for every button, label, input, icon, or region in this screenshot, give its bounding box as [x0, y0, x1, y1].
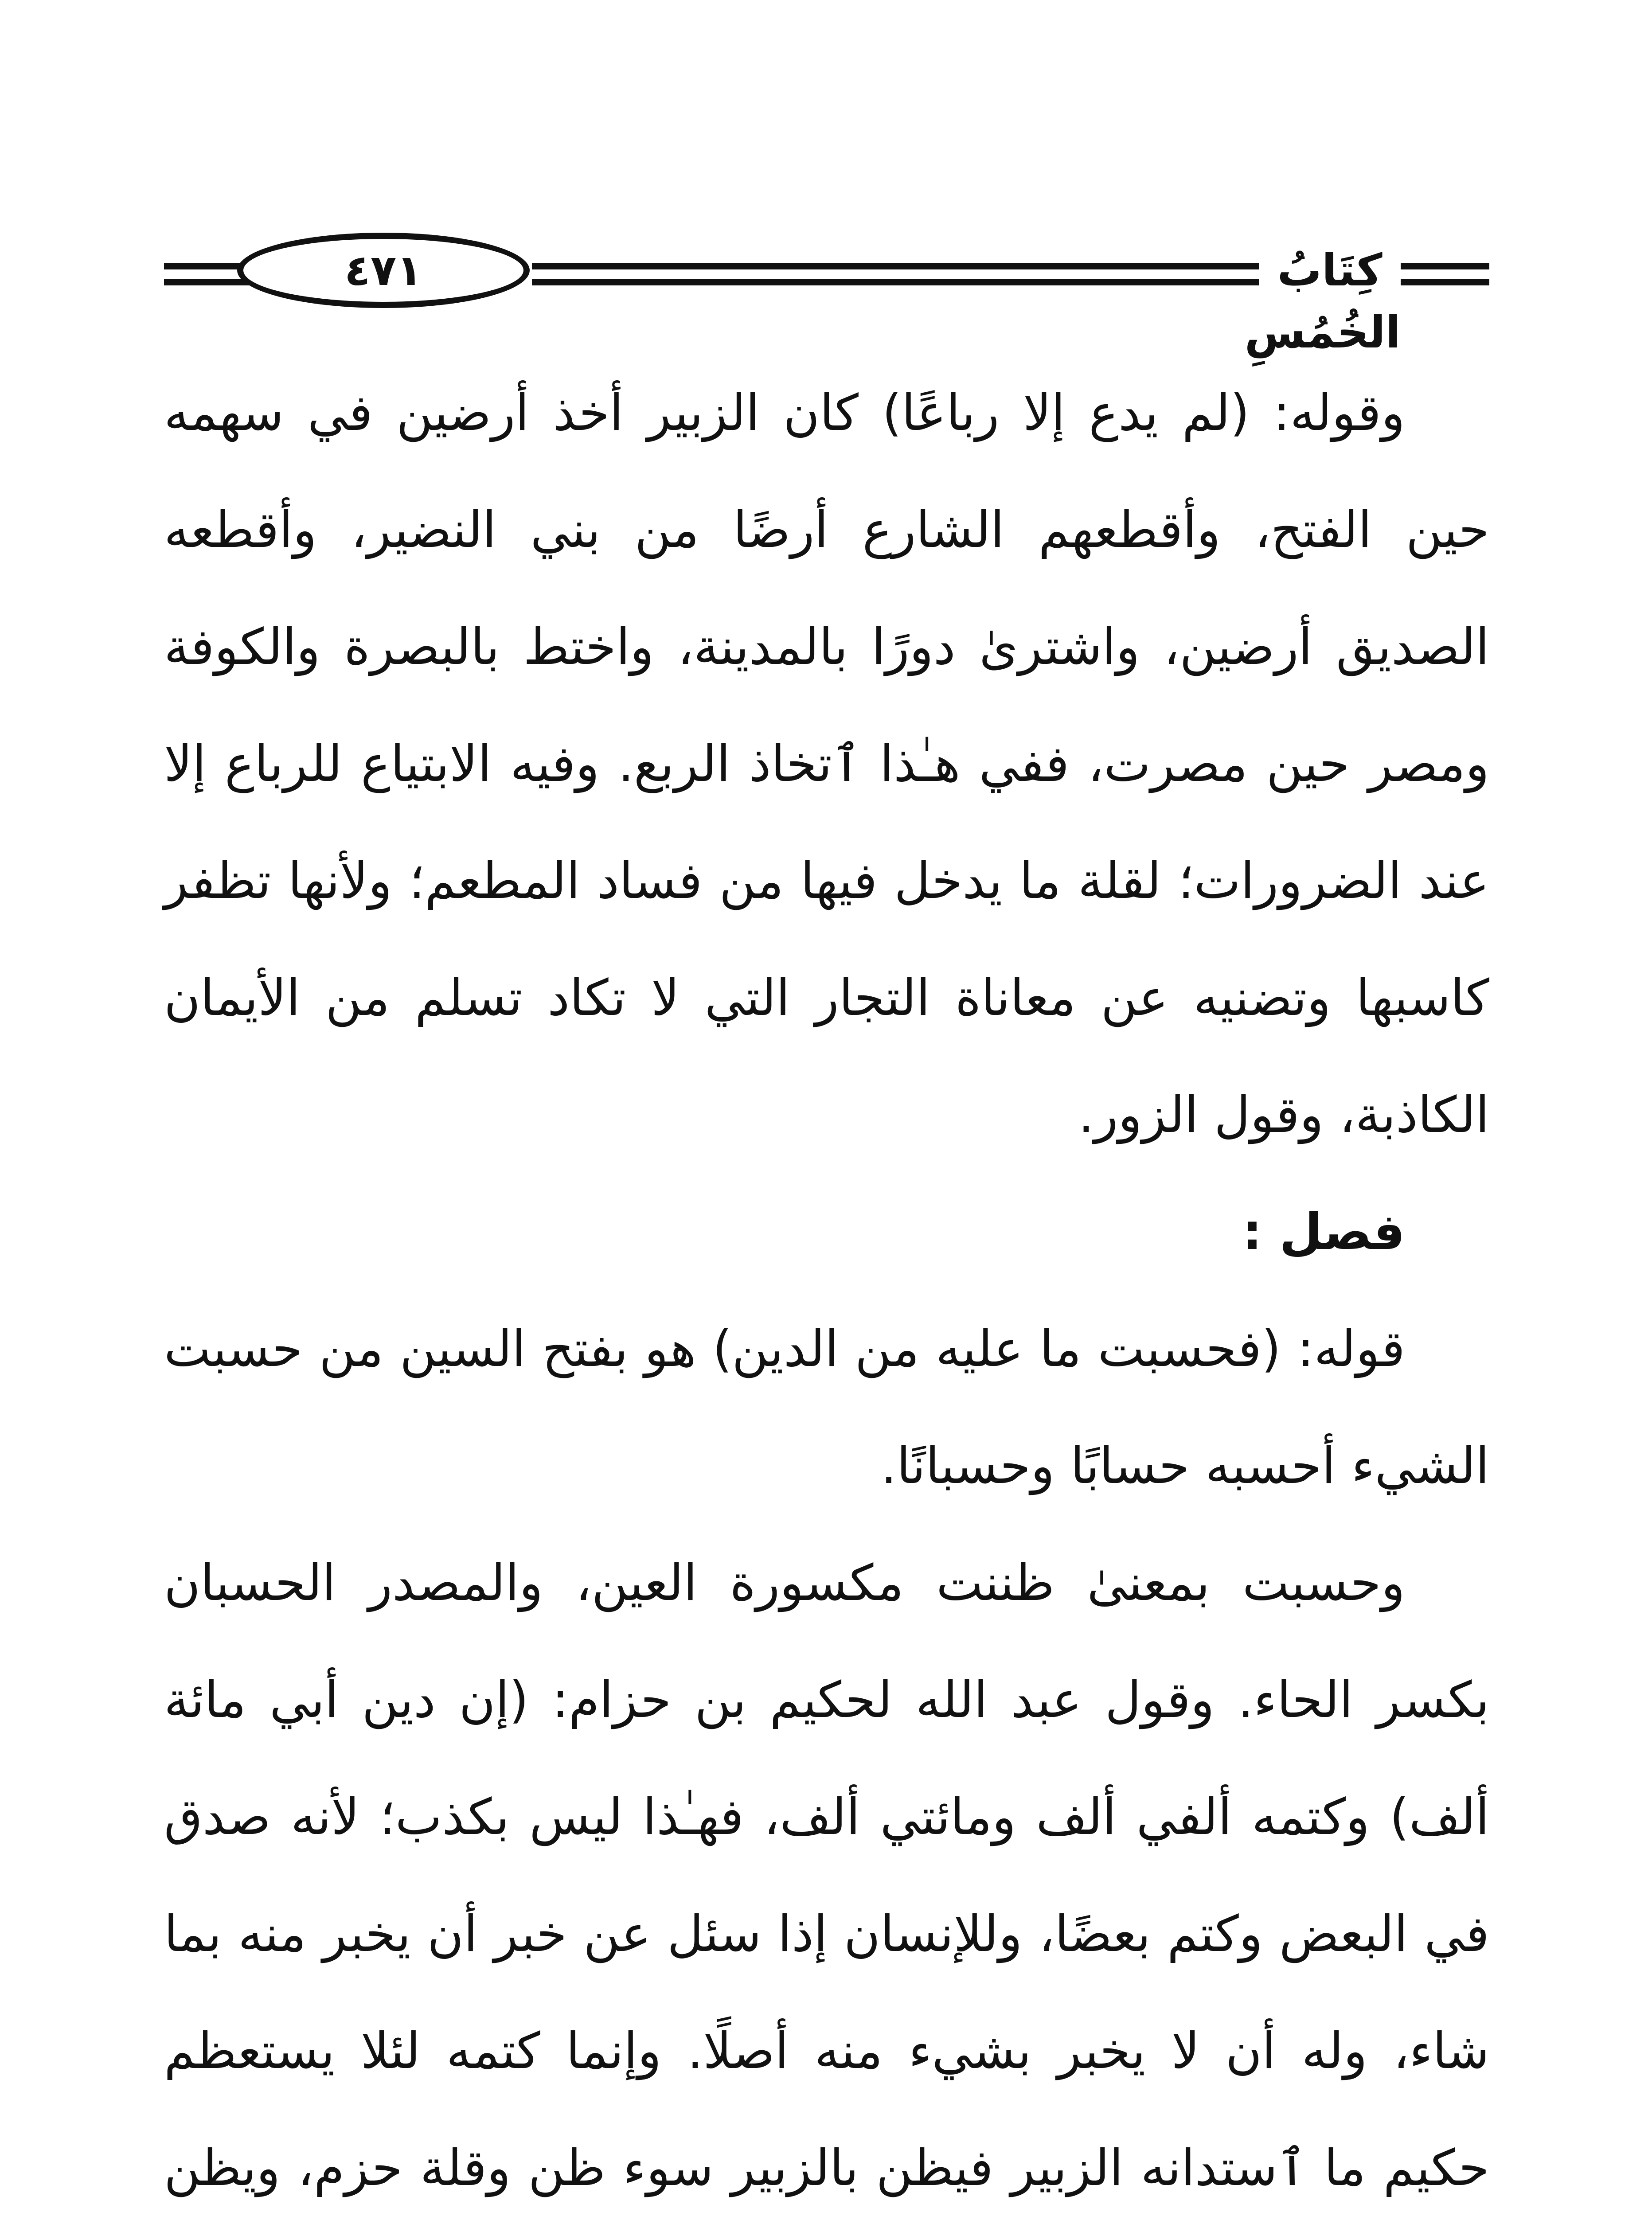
page-number: ٤٧١ — [344, 246, 422, 295]
header-rule — [1401, 279, 1489, 285]
header-rule — [532, 263, 1259, 269]
header-rule — [1401, 263, 1489, 269]
section-heading: فصل : — [1242, 1203, 1405, 1261]
paragraph: وقوله: (لم يدع إلا رباعًا) كان الزبير أخذ أرضين في سهمه حين الفتح، وأقطعهم الشارع أرضًا من بني النضير، وأقطعه الصديق أرضين، واشترىٰ دورًا بالمدينة، واختط بالبصرة والكوفة ومصر حين مصرت، ففي هـٰذا ٱتخاذ الربع. وفيه الابتياع للرباع إلا عند الضرورات؛ لقلة ما يدخل فيها من فساد المطعم؛ ولأنها تظفر كاسبها وتضنيه عن معاناة التجار التي لا تكاد تسلم من الأيمان الكاذبة، وقول الزور. — [164, 384, 1489, 1144]
paragraph: قوله: (فحسبت ما عليه من الدين) هو بفتح السين من حسبت الشيء أحسبه حسابًا وحسبانًا. — [164, 1320, 1489, 1495]
page-body-text — [164, 355, 1489, 2216]
running-title: كِتَابُ الخُمُسِ — [1259, 239, 1401, 301]
page-number-oval — [237, 233, 530, 308]
paragraph: وحسبت بمعنىٰ ظننت مكسورة العين، والمصدر الحسبان بكسر الحاء. وقول عبد الله لحكيم بن حزام: (إن دين أبي مائة ألف) وكتمه ألفي ألف ومائتي ألف، فهـٰذا ليس بكذب؛ لأنه صدق في البعض وكتم بعضًا، وللإنسان إذا سئل عن خبر أن يخبر منه بما شاء، وله أن لا يخبر بشيء منه أصلًا. وإنما كتمه لئلا يستعظم حكيم ما ٱستدانه الزبير فيظن بالزبير سوء ظن وقلة حزم، ويظن — [164, 1554, 1489, 2197]
header-rule — [532, 279, 1259, 285]
running-header — [164, 230, 1489, 358]
